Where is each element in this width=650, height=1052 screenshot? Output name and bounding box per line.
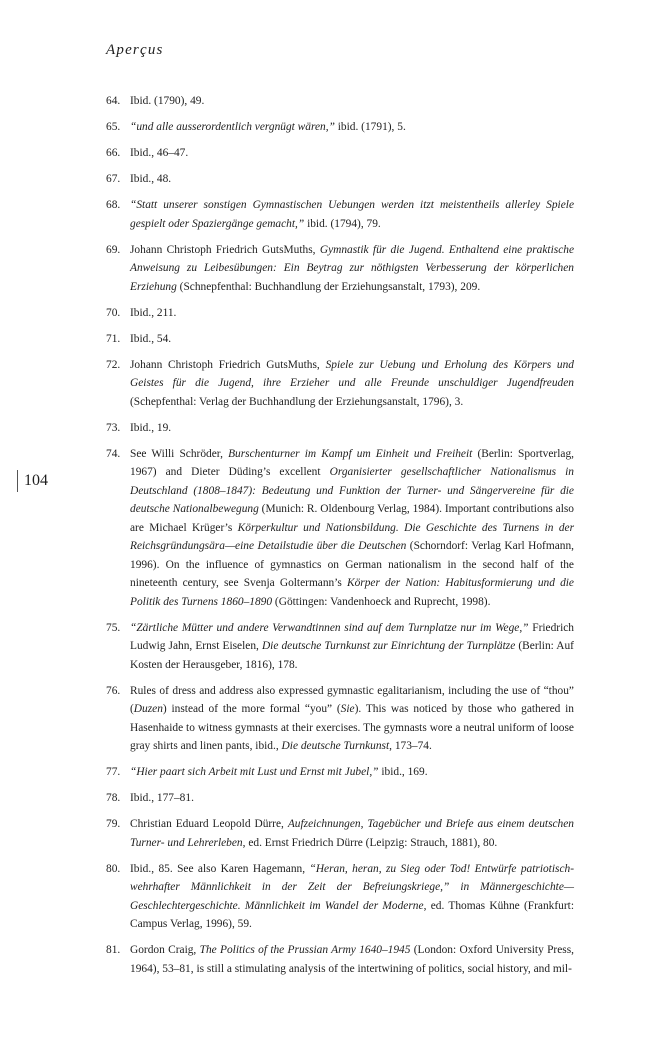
text-segment: , ed. Thomas Kühne (Frankfurt: Campus Verlag, 1996), 59. bbox=[130, 899, 574, 930]
italic-title: “Heran, heran, zu Sieg oder Tod! Entwürfe patriotisch-wehrhafter Männlichkeit in der Zeit der Befreiungskriege,” bbox=[130, 862, 574, 893]
endnote-text bbox=[130, 422, 171, 434]
endnote-number: 70. bbox=[106, 306, 121, 319]
endnote bbox=[106, 789, 574, 808]
endnote-text bbox=[130, 944, 574, 975]
text-segment: Christian Eduard Leopold Dürre, bbox=[130, 818, 288, 830]
endnote-number: 71. bbox=[106, 332, 121, 345]
text-segment: (Berlin: Auf Kosten der Herausgeber, 1816), 178. bbox=[130, 640, 574, 671]
italic-title: “Statt unserer sonstigen Gymnastischen Uebungen werden itzt meistentheils allerley Spiele gespielt oder Spaziergänge gemacht,” bbox=[130, 199, 574, 230]
endnote bbox=[106, 815, 574, 852]
endnote bbox=[106, 241, 574, 297]
endnote bbox=[106, 682, 574, 756]
endnote bbox=[106, 419, 574, 438]
italic-title: Organisierter gesellschaftlicher Nationalismus in Deutschland (1808–1847): Bedeutung und Funktion der Turner- und Sängervereine für die deutsche Nationalbewegung bbox=[130, 466, 574, 515]
text-segment: Ibid. (1790), 49. bbox=[130, 95, 205, 107]
italic-title: Aufzeichnungen, Tagebücher und Briefe aus einem deutschen Turner- und Lehrerleben bbox=[130, 818, 574, 849]
endnote-text bbox=[130, 173, 171, 185]
text-segment: Ibid., 54. bbox=[130, 332, 172, 345]
endnote-number: 73. bbox=[106, 421, 121, 434]
endnote bbox=[106, 196, 574, 233]
endnote-number: 76. bbox=[106, 684, 121, 697]
endnote-text bbox=[130, 95, 204, 107]
endnotes-list bbox=[106, 92, 574, 986]
endnote-text bbox=[130, 448, 574, 608]
italic-title: Die deutsche Turnkunst zur Einrichtung der Turnplätze bbox=[261, 640, 516, 652]
endnote bbox=[106, 619, 574, 675]
endnote-number: 64. bbox=[106, 95, 121, 107]
endnote-text bbox=[130, 863, 574, 931]
endnote-number: 78. bbox=[106, 792, 121, 804]
page-number: 104 bbox=[17, 470, 48, 492]
endnote bbox=[106, 445, 574, 612]
text-segment: Ibid., 19. bbox=[130, 421, 172, 434]
endnote-number: 65. bbox=[106, 121, 121, 133]
endnote-text bbox=[130, 685, 574, 753]
endnote-text bbox=[130, 792, 194, 804]
endnote bbox=[106, 118, 574, 137]
italic-title: Körperkultur und Nationsbildung. Die Geschichte des Turnens in der Reichsgründungsära—eine Detailstudie über die Deutschen bbox=[130, 521, 575, 552]
text-segment: ibid. (1791), 5. bbox=[334, 121, 406, 133]
text-segment: ) instead of the more formal “you” ( bbox=[162, 703, 341, 715]
endnote-text bbox=[130, 622, 574, 671]
text-segment: Rules of dress and address also expressed gymnastic egalitarianism, including the use of “thou” ( bbox=[130, 684, 574, 715]
text-segment: (Schnepfenthal: Buchhandlung der Erziehungsanstalt, 1793), 209. bbox=[176, 280, 481, 293]
endnote-text bbox=[130, 818, 574, 849]
text-segment: , 173–74. bbox=[389, 740, 432, 752]
italic-title: in Männergeschichte—Geschlechtergeschichte. Männlichkeit im Wandel der Moderne bbox=[130, 881, 574, 912]
text-segment: (Munich: R. Oldenbourg Verlag, 1984). Important contributions also are Michael Krüger’s bbox=[130, 503, 574, 534]
text-segment: ibid., 169. bbox=[378, 766, 428, 778]
italic-title: “und alle ausserordentlich vergnügt wären,” bbox=[130, 121, 335, 133]
text-segment: ibid. (1794), 79. bbox=[304, 217, 381, 230]
italic-title: Die deutsche Turnkunst bbox=[281, 740, 390, 752]
endnote bbox=[106, 144, 574, 163]
endnote-number: 74. bbox=[106, 447, 121, 460]
italic-title: “Zärtliche Mütter und andere Verwandtinnen sind auf dem Turnplatze nur im Wege,” bbox=[130, 621, 529, 634]
running-head: Aperçus bbox=[106, 42, 164, 58]
endnote-number: 68. bbox=[106, 199, 121, 211]
endnote-number: 80. bbox=[106, 862, 121, 875]
endnote-number: 67. bbox=[106, 173, 121, 185]
endnote bbox=[106, 304, 574, 323]
italic-title: Gymnastik für die Jugend. Enthaltend eine praktische Anweisung zu Leibesübungen: Ein Beytrag zur nöthigsten Verbesserung der körperlichen Erziehung bbox=[130, 243, 574, 293]
endnote-number: 75. bbox=[106, 621, 121, 634]
endnote-number: 66. bbox=[106, 147, 121, 159]
italic-title: Spiele zur Uebung und Erholung des Körpers und Geistes für die Jugend, ihre Erzieher und alle Freunde unschuldiger Jugendfreuden bbox=[130, 358, 574, 389]
endnote-text bbox=[130, 359, 574, 408]
text-segment: See Willi Schröder, bbox=[130, 447, 229, 460]
endnote bbox=[106, 330, 574, 349]
text-segment: Johann Christoph Friedrich GutsMuths, bbox=[130, 358, 326, 371]
endnote bbox=[106, 170, 574, 189]
text-segment: Johann Christoph Friedrich GutsMuths, bbox=[130, 243, 320, 256]
endnote-number: 69. bbox=[106, 243, 121, 256]
text-segment: Ibid., 211. bbox=[130, 306, 177, 319]
endnote-text bbox=[130, 766, 428, 778]
endnote-number: 77. bbox=[106, 766, 121, 778]
endnote bbox=[106, 763, 574, 782]
endnote bbox=[106, 941, 574, 978]
text-segment: Ibid., 177–81. bbox=[130, 792, 194, 804]
endnote-text bbox=[130, 307, 176, 319]
endnote bbox=[106, 92, 574, 111]
text-segment: (Göttingen: Vandenhoeck and Ruprecht, 1998). bbox=[272, 595, 491, 608]
text-segment: (Berlin: Sportverlag, 1967) and Dieter Düding’s excellent bbox=[130, 447, 574, 478]
text-segment: (Schorndorf: Verlag Karl Hofmann, 1996). On the influence of gymnastics on German nationalism in the second half of the nineteenth century, see Svenja Goltermann’s bbox=[130, 540, 574, 589]
italic-title: “Hier paart sich Arbeit mit Lust und Ernst mit Jubel,” bbox=[130, 766, 379, 778]
text-segment: Friedrich Ludwig Jahn, Ernst Eiselen, bbox=[130, 621, 574, 652]
text-segment: (London: Oxford University Press, 1964), 53–81, is still a stimulating analysis of the intertwining of politics, social history, and mil- bbox=[130, 944, 574, 975]
endnote-number: 72. bbox=[106, 358, 121, 371]
endnote bbox=[106, 860, 574, 934]
text-segment: Ibid., 48. bbox=[130, 173, 172, 185]
endnote-text bbox=[130, 333, 171, 345]
endnote-number: 79. bbox=[106, 818, 121, 830]
endnote bbox=[106, 356, 574, 412]
italic-title: Sie bbox=[340, 703, 355, 715]
text-segment: Gordon Craig, bbox=[130, 944, 200, 956]
italic-title: Körper der Nation: Habitusformierung und die Politik des Turnens 1860–1890 bbox=[130, 577, 574, 608]
endnote-text bbox=[130, 121, 406, 133]
text-segment: Ibid., 46–47. bbox=[130, 147, 189, 159]
endnote-text bbox=[130, 199, 574, 230]
text-segment: Ibid., 85. See also Karen Hagemann, bbox=[130, 862, 310, 875]
italic-title: The Politics of the Prussian Army 1640–1945 bbox=[199, 944, 411, 956]
text-segment: , ed. Ernst Friedrich Dürre (Leipzig: Strauch, 1881), 80. bbox=[242, 836, 498, 849]
endnote-text bbox=[130, 244, 574, 293]
text-segment: (Schepfenthal: Verlag der Buchhandlung der Erziehungsanstalt, 1796), 3. bbox=[130, 395, 464, 408]
endnote-number: 81. bbox=[106, 944, 121, 956]
endnote-text bbox=[130, 147, 188, 159]
italic-title: Burschenturner im Kampf um Einheit und Freiheit bbox=[228, 447, 473, 460]
text-segment: ). This was noticed by those who gathered in Hasenhaide to witness gymnasts at their exercises. The gymnasts wore a neutral uniform of loose gray shirts and linen pants, ibid., bbox=[130, 703, 574, 752]
italic-title: Duzen bbox=[133, 703, 163, 715]
